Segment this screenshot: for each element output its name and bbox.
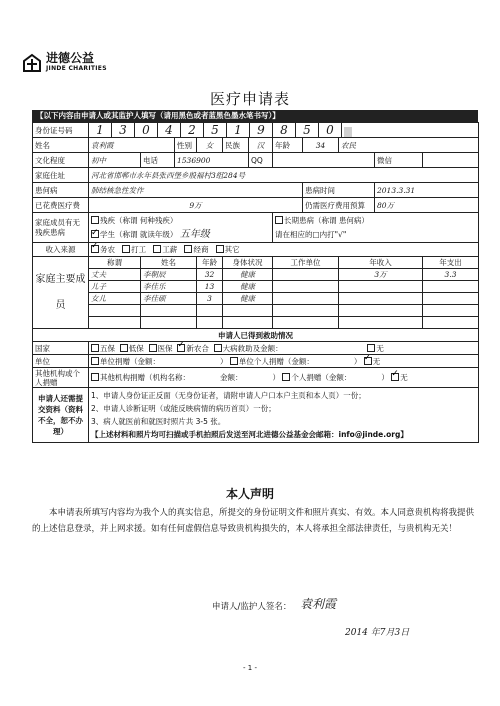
checkbox-org-donation[interactable] [91, 373, 99, 381]
name-value[interactable]: 袁利霞 [89, 138, 175, 153]
id-digit: 2 [181, 123, 204, 137]
opt-other-none: 无 [400, 373, 408, 382]
instruction-banner: 【以下内容由申请人或其监护人填写（请用黑色或者蓝黑色墨水笔书写）】 [32, 110, 478, 122]
label-est-cost: 仍需医疗费用预算 [303, 198, 375, 213]
col-name: 姓名 [141, 257, 197, 269]
id-number-field[interactable] [89, 123, 479, 138]
table-row [33, 269, 479, 281]
checkbox-long-illness[interactable] [275, 216, 283, 224]
org-logo [22, 52, 107, 73]
member-income[interactable] [339, 305, 423, 317]
culture-value[interactable]: 初中 [89, 153, 141, 168]
col-work: 工作单位 [273, 257, 339, 269]
opt-amount: 金额： [220, 373, 243, 382]
col-income: 年收入 [339, 257, 423, 269]
opt-work: 打工 [131, 245, 147, 254]
checkbox-unit-personal[interactable] [230, 357, 238, 365]
checkbox-farming[interactable] [91, 245, 99, 253]
member-health[interactable] [223, 317, 273, 329]
member-title[interactable]: 儿子 [89, 281, 141, 293]
checkbox-unit-donation[interactable] [91, 357, 99, 365]
col-expense: 年支出 [423, 257, 479, 269]
redacted-digits [344, 127, 352, 137]
member-age[interactable] [197, 305, 223, 317]
family-sick-options-left [89, 213, 273, 243]
label-name: 姓名 [33, 138, 89, 153]
gender-value[interactable]: 女 [197, 138, 223, 153]
label-aid-state: 国家 [33, 342, 89, 355]
fill-hint: 请在相应的□内打"√" [275, 229, 347, 239]
checkbox-dabing[interactable] [214, 344, 222, 352]
member-expense[interactable] [423, 317, 479, 329]
material-email-note: 【上述材料和照片均可扫描或手机拍照后发送至河北进德公益基金会邮箱：info@jinde.org】 [91, 430, 408, 439]
opt-org-donation: 其他机构捐赠（机构名称： [100, 373, 190, 382]
jinde-logo-icon [22, 53, 42, 73]
family-sick-options-right [273, 213, 479, 243]
member-work[interactable] [273, 281, 339, 293]
checkbox-yibao[interactable] [149, 344, 157, 352]
statement-text: 本申请表所填写内容均为我个人的真实信息，所提交的身份证明文件和照片真实、有效。本人同意贵机构将我提供的上述信息登录，并上网求援。如有任何虚假信息导致贵机构损失的，本人将承担全部法律责任，与贵机构无关！ [32, 508, 475, 534]
label-age: 年龄 [273, 138, 303, 153]
member-title[interactable] [89, 305, 141, 317]
opt-long-illness: 长期患病（称谓 患何病） [284, 215, 369, 225]
checkbox-disabled[interactable] [91, 216, 99, 224]
signature-value[interactable]: 袁利霞 [300, 597, 337, 611]
member-name[interactable] [141, 317, 197, 329]
illness-value[interactable]: 肺结核急性发作 [89, 183, 303, 198]
qq-value[interactable] [273, 153, 375, 168]
spent-value[interactable]: 9万 [89, 198, 303, 213]
statement-title: 本人声明 [225, 487, 274, 501]
label-illness: 患何病 [33, 183, 89, 198]
opt-other: 其它 [224, 245, 240, 254]
student-note: 五年级 [179, 228, 210, 240]
material-item: 1、申请人身份证正反面（无身份证者，请附申请人户口本户主页和本人页）一份； [91, 391, 366, 400]
member-income[interactable]: 3万 [339, 269, 423, 281]
id-digit: 0 [135, 123, 158, 137]
opt-wubao: 五保 [100, 343, 115, 353]
opt-farming: 务农 [100, 245, 115, 254]
opt-xinnonghe: 新农合 [186, 343, 209, 353]
label-family-members: 家庭主要成员 [33, 257, 89, 329]
label-diag-time: 患病时间 [303, 183, 375, 198]
occupation-value[interactable]: 农民 [339, 138, 479, 153]
aid-unit-options [89, 355, 479, 368]
label-wechat: 微信 [375, 153, 423, 168]
id-digit: 0 [319, 123, 342, 137]
member-expense[interactable] [423, 305, 479, 317]
id-digit: 5 [296, 123, 319, 137]
member-title[interactable] [89, 317, 141, 329]
checkbox-other[interactable] [216, 245, 224, 253]
member-title[interactable]: 丈夫 [89, 269, 141, 281]
opt-student: 学生（称谓 就读年级） [100, 229, 178, 239]
member-expense[interactable] [423, 293, 479, 305]
label-ethnicity: 民族 [223, 138, 249, 153]
member-work[interactable] [273, 317, 339, 329]
checkbox-person-donation[interactable] [282, 373, 290, 381]
member-work[interactable] [273, 293, 339, 305]
member-name[interactable]: 李佳硕 [141, 293, 197, 305]
member-health[interactable] [223, 305, 273, 317]
checkbox-other-none[interactable] [391, 373, 399, 381]
checkbox-state-none[interactable] [367, 344, 375, 352]
org-name-en: JINDE CHARITIES [46, 65, 107, 72]
member-health[interactable]: 健康 [223, 293, 273, 305]
opt-salary: 工薪 [162, 245, 178, 254]
member-work[interactable] [273, 305, 339, 317]
ethnicity-value[interactable]: 汉 [249, 138, 273, 153]
id-digit: 4 [158, 123, 181, 137]
opt-unit-none: 无 [372, 356, 381, 366]
table-row [33, 305, 479, 317]
opt-business: 经商 [193, 245, 209, 254]
aid-header: 申请人已得到救助情况 [33, 329, 479, 342]
page-number: - 1 - [243, 664, 257, 672]
opt-yibao: 医保 [157, 343, 173, 353]
aid-other-options [89, 368, 479, 388]
org-name-cn: 进德公益 [46, 51, 95, 65]
table-row [33, 281, 479, 293]
member-age[interactable]: 13 [197, 281, 223, 293]
member-income[interactable] [339, 293, 423, 305]
member-name[interactable]: 李佳乐 [141, 281, 197, 293]
wechat-value[interactable] [423, 153, 479, 168]
checkbox-work[interactable] [122, 245, 130, 253]
date-value[interactable]: 2014 年7月3日 [345, 628, 410, 638]
id-digit: 1 [89, 123, 112, 137]
opt-unit-personal: 单位个人捐赠（金额： [238, 356, 314, 366]
label-spent: 已花费医疗费 [33, 198, 89, 213]
checkbox-salary[interactable] [153, 245, 161, 253]
label-aid-other: 其他机构或个人捐赠 [33, 368, 89, 388]
opt-unit-donation: 单位捐赠（金额： [100, 356, 160, 366]
col-title: 称谓 [89, 257, 141, 269]
opt-state-none: 无 [376, 343, 384, 353]
member-health[interactable]: 健康 [223, 281, 273, 293]
materials-list [89, 388, 479, 443]
opt-disabled: 残疾（称谓 何种残疾） [100, 215, 178, 225]
label-address: 家庭住址 [33, 168, 89, 183]
income-options [89, 243, 479, 257]
label-aid-unit: 单位 [33, 355, 89, 368]
paren-close: ） [220, 356, 228, 366]
material-item: 2、申请人诊断证明（或能反映病情的病历首页）一份； [91, 404, 276, 413]
checkbox-unit-none[interactable] [364, 357, 372, 365]
diag-time-value[interactable]: 2013.3.31 [375, 183, 479, 198]
member-name[interactable]: 李朝辰 [141, 269, 197, 281]
opt-person-donation: 个人捐赠（金额： [291, 373, 352, 382]
age-value[interactable]: 34 [303, 138, 339, 153]
checkbox-business[interactable] [184, 245, 192, 253]
label-income: 收入来源 [33, 243, 89, 257]
member-expense[interactable] [423, 281, 479, 293]
address-value[interactable]: 河北省邯郸市永年县张西堡乡殷福村3组284号 [89, 168, 479, 183]
id-digit: 3 [112, 123, 135, 137]
member-title[interactable]: 女儿 [89, 293, 141, 305]
est-cost-value[interactable]: 80万 [375, 198, 479, 213]
col-health: 身体状况 [223, 257, 273, 269]
col-age: 年龄 [197, 257, 223, 269]
checkbox-student[interactable] [91, 230, 99, 238]
id-digit: 5 [204, 123, 227, 137]
checkbox-xinnonghe[interactable] [177, 344, 185, 352]
signature-label: 申请人/监护人签名： [212, 602, 292, 612]
aid-state-options [89, 342, 479, 355]
table-row [33, 317, 479, 329]
member-income[interactable] [339, 317, 423, 329]
paren-close: ） [381, 373, 389, 382]
label-qq: QQ [249, 153, 273, 168]
label-gender: 性别 [175, 138, 197, 153]
label-culture: 文化程度 [33, 153, 89, 168]
application-form [32, 122, 479, 443]
member-age[interactable]: 3 [197, 293, 223, 305]
member-health[interactable]: 健康 [223, 269, 273, 281]
phone-value[interactable]: 1536900 [175, 153, 249, 168]
material-item: 3、病人就医前和就医时照片共 3-5 张。 [91, 417, 226, 426]
label-materials: 申请人还需提交资料（资料不全，恕不办理） [33, 388, 89, 443]
member-expense[interactable]: 3.3 [423, 269, 479, 281]
member-age[interactable]: 32 [197, 269, 223, 281]
label-id-no: 身份证号码 [33, 123, 89, 138]
opt-dibao: 低保 [128, 343, 144, 353]
opt-dabing: 大病救助及金额： [222, 343, 283, 353]
member-income[interactable] [339, 281, 423, 293]
paren-close: ） [353, 356, 362, 366]
id-digit: 1 [227, 123, 250, 137]
table-row [33, 293, 479, 305]
member-age[interactable] [197, 317, 223, 329]
id-digit: 9 [250, 123, 273, 137]
checkbox-wubao[interactable] [91, 344, 99, 352]
label-phone: 电话 [141, 153, 175, 168]
id-digit: 8 [273, 123, 296, 137]
paren-close: ） [272, 373, 280, 382]
member-work[interactable] [273, 269, 339, 281]
checkbox-dibao[interactable] [120, 344, 128, 352]
label-family-sick: 家庭成员有无残疾患病 [33, 213, 89, 243]
page-title: 医疗申请表 [209, 90, 290, 108]
member-name[interactable] [141, 305, 197, 317]
